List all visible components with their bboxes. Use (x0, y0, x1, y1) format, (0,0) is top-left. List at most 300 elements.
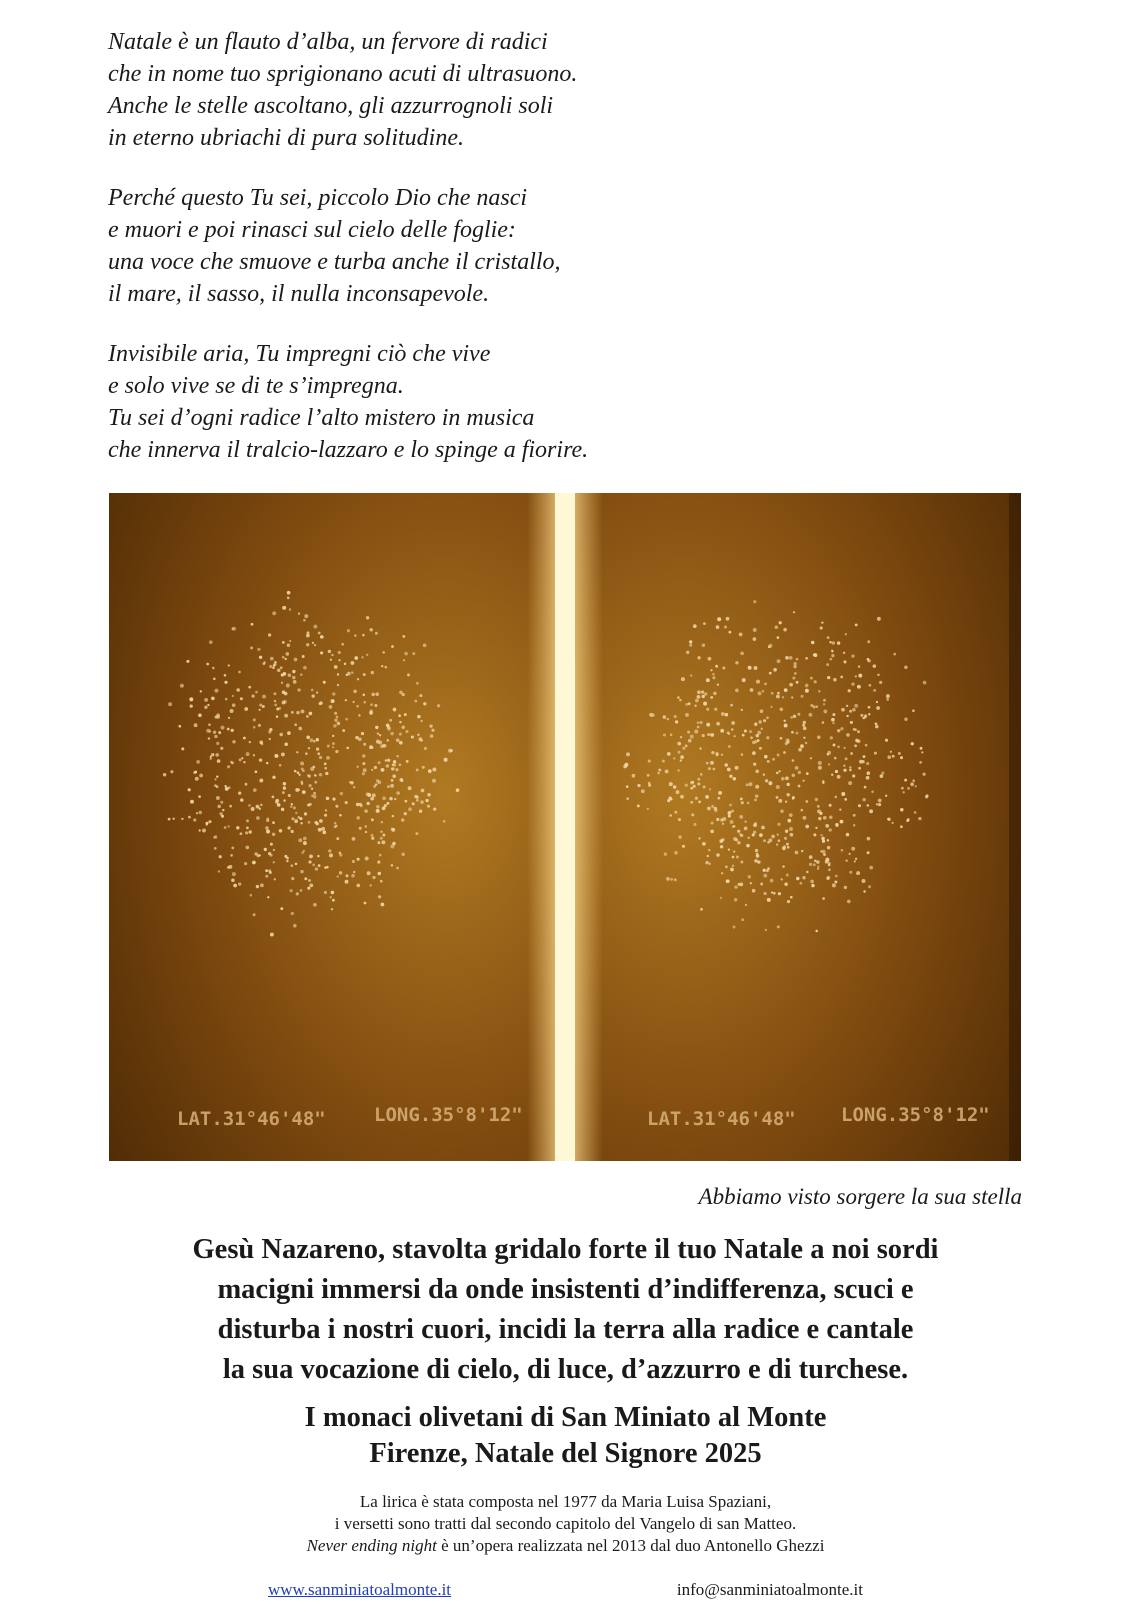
star-dot (246, 819, 249, 822)
star-dot (763, 839, 766, 842)
star-dot (805, 800, 808, 803)
star-dot (189, 697, 193, 701)
star-dot (767, 760, 770, 763)
star-dot (308, 879, 311, 882)
star-dot (885, 795, 887, 797)
star-dot (767, 898, 771, 902)
star-dot (376, 779, 379, 782)
star-dot (730, 820, 734, 824)
star-dot (323, 681, 326, 684)
star-dot (729, 804, 732, 807)
star-dot (356, 803, 359, 806)
star-dot (835, 875, 838, 878)
star-dot (746, 844, 750, 848)
star-dot (259, 758, 263, 762)
star-dot (831, 718, 835, 722)
star-dot (769, 672, 771, 674)
star-dot (302, 790, 306, 794)
star-dot (716, 818, 719, 821)
star-dot (720, 845, 723, 848)
star-dot (334, 822, 336, 824)
star-dot (760, 709, 764, 713)
star-dot (456, 788, 460, 792)
star-dot (681, 677, 685, 681)
star-dot (867, 640, 870, 643)
star-dot (791, 731, 794, 734)
star-dot (850, 721, 853, 724)
star-dot (667, 752, 671, 756)
star-dot (792, 774, 795, 777)
star-dot (700, 908, 703, 911)
star-dot (251, 623, 254, 626)
star-dot (218, 731, 221, 734)
star-dot (867, 771, 871, 775)
star-dot (863, 890, 866, 893)
star-dot (257, 648, 260, 651)
star-dot (680, 795, 684, 799)
star-dot (755, 785, 759, 789)
star-dot (392, 842, 395, 845)
star-dot (829, 804, 832, 807)
star-dot (754, 859, 758, 863)
star-dot (335, 750, 338, 753)
star-dot (232, 695, 234, 697)
star-dot (690, 735, 694, 739)
star-dot (921, 751, 923, 753)
star-dot (217, 805, 220, 808)
star-dot (712, 676, 715, 679)
star-dot (858, 804, 861, 807)
star-dot (832, 713, 835, 716)
star-dot (626, 752, 630, 756)
star-dot (382, 834, 385, 837)
star-dot (221, 726, 225, 730)
star-dot (785, 742, 788, 745)
star-dot (396, 755, 398, 757)
star-dot (698, 837, 700, 839)
star-dot (328, 849, 331, 852)
star-dot (317, 752, 320, 755)
star-dot (773, 668, 777, 672)
star-dot (207, 704, 209, 706)
star-dot (794, 672, 797, 675)
star-dot (309, 884, 313, 888)
star-dot (805, 684, 809, 688)
star-dot (362, 762, 365, 765)
star-dot (915, 785, 917, 787)
star-dot (284, 855, 287, 858)
star-dot (720, 897, 722, 899)
star-dot (886, 698, 889, 701)
star-dot (829, 816, 832, 819)
star-dot (369, 711, 373, 715)
star-dot (789, 656, 793, 660)
star-dot (372, 876, 375, 879)
star-dot (298, 789, 300, 791)
star-dot (353, 690, 356, 693)
star-dot (391, 864, 394, 867)
star-dot (763, 719, 766, 722)
star-dot (823, 709, 827, 713)
star-dot (875, 722, 878, 725)
star-dot (703, 622, 706, 625)
star-dot (742, 734, 745, 737)
star-dot (347, 672, 351, 676)
star-dot (863, 755, 866, 758)
star-dot (697, 726, 700, 729)
star-dot (218, 870, 220, 872)
star-dot (763, 892, 766, 895)
star-dot (306, 735, 310, 739)
star-dot (796, 732, 799, 735)
star-dot (850, 752, 853, 755)
star-dot (375, 726, 378, 729)
star-dot (706, 762, 709, 765)
star-dot (314, 821, 318, 825)
star-dot (280, 907, 283, 910)
star-dot (877, 617, 881, 621)
poem (108, 26, 728, 494)
star-dot (765, 779, 768, 782)
star-dot (199, 829, 201, 831)
star-dot (249, 741, 251, 743)
star-dot (332, 692, 335, 695)
star-dot (398, 714, 401, 717)
star-dot (670, 733, 673, 736)
star-dot (443, 820, 446, 823)
star-dot (230, 709, 234, 713)
star-dot (856, 871, 860, 875)
star-dot (300, 889, 303, 892)
star-dot (923, 681, 927, 685)
star-dot (710, 669, 712, 671)
star-dot (220, 801, 223, 804)
star-dot (707, 855, 709, 857)
star-dot (215, 753, 219, 757)
star-dot (276, 715, 278, 717)
star-dot (389, 797, 393, 801)
star-dot (416, 799, 419, 802)
contact-links (268, 1579, 863, 1601)
star-dot (332, 700, 335, 703)
star-dot (754, 799, 757, 802)
star-dot (875, 725, 879, 729)
star-dot (802, 876, 805, 879)
star-dot (663, 715, 667, 719)
star-dot (831, 774, 833, 776)
artwork-title: Never ending night (306, 1536, 437, 1555)
star-dot (868, 706, 871, 709)
star-dot (793, 611, 795, 613)
star-dot (380, 880, 383, 883)
star-dot (832, 641, 836, 645)
star-dot (279, 764, 282, 767)
star-dot (730, 868, 734, 872)
star-dot (344, 663, 346, 665)
star-dot (763, 874, 767, 878)
star-dot (806, 871, 809, 874)
star-dot (809, 855, 813, 859)
star-dot (256, 805, 260, 809)
star-dot (366, 616, 369, 619)
light-slit (555, 493, 575, 1161)
star-dot (864, 714, 867, 717)
star-dot (678, 818, 681, 821)
star-dot (867, 837, 871, 841)
star-dot (224, 826, 227, 829)
star-dot (918, 817, 921, 820)
star-dot (798, 748, 802, 752)
star-dot (876, 706, 880, 710)
star-dot (855, 739, 858, 742)
star-dot (701, 690, 704, 693)
star-dot (699, 747, 701, 749)
star-dot (855, 675, 857, 677)
star-dot (718, 791, 722, 795)
star-dot (367, 793, 371, 797)
photo-caption: Abbiamo visto sorgere la sua stella (698, 1184, 1022, 1209)
star-dot (273, 849, 275, 851)
star-dot (334, 665, 338, 669)
star-dot (784, 837, 787, 840)
star-dot (292, 676, 295, 679)
star-dot (734, 735, 736, 737)
star-dot (733, 850, 735, 852)
star-dot (710, 761, 714, 765)
star-dot (350, 661, 354, 665)
star-dot (757, 860, 760, 863)
star-dot (738, 883, 741, 886)
star-dot (689, 640, 692, 643)
star-dot (313, 903, 317, 907)
star-dot (673, 757, 675, 759)
star-dot (281, 808, 284, 811)
star-dot (415, 832, 418, 835)
star-dot (450, 749, 453, 752)
star-dot (200, 690, 202, 692)
star-dot (325, 809, 327, 811)
star-dot (282, 791, 285, 794)
star-dot (825, 824, 829, 828)
star-dot (231, 628, 233, 630)
star-dot (705, 795, 709, 799)
star-dot (845, 633, 847, 635)
star-dot (381, 821, 383, 823)
star-dot (793, 715, 796, 718)
star-dot (717, 684, 719, 686)
star-dot (260, 804, 263, 807)
star-dot (251, 807, 255, 811)
star-dot (273, 861, 275, 863)
star-dot (810, 704, 813, 707)
star-dot (758, 691, 762, 695)
star-dot (811, 884, 814, 887)
star-dot (427, 793, 431, 797)
star-dot (238, 791, 241, 794)
star-dot (282, 690, 286, 694)
star-dot (371, 769, 373, 771)
star-dot (408, 786, 412, 790)
star-dot (876, 803, 878, 805)
star-dot (829, 658, 832, 661)
star-dot (294, 658, 298, 662)
star-dot (335, 825, 337, 827)
star-dot (823, 816, 827, 820)
star-dot (407, 673, 410, 676)
star-dot (236, 826, 239, 829)
star-dot (193, 818, 196, 821)
star-dot (730, 704, 733, 707)
star-dot (793, 662, 796, 665)
artwork-image (109, 493, 1021, 1161)
star-dot (789, 827, 793, 831)
star-dot (854, 704, 858, 708)
star-dot (841, 708, 845, 712)
star-dot (843, 769, 846, 772)
star-dot (376, 805, 379, 808)
star-dot (261, 743, 264, 746)
star-dot (740, 861, 743, 864)
star-dot (238, 882, 241, 885)
star-dot (304, 812, 307, 815)
star-dot (258, 709, 260, 711)
star-dot (283, 786, 286, 789)
star-dot (675, 720, 678, 723)
star-dot (273, 663, 276, 666)
star-dot (744, 729, 747, 732)
star-dot (647, 774, 650, 777)
star-dot (259, 656, 262, 659)
star-dot (750, 688, 754, 692)
star-dot (818, 761, 822, 765)
star-dot (396, 867, 399, 870)
star-dot (835, 770, 838, 773)
star-dot (752, 751, 756, 755)
star-dot (354, 634, 357, 637)
prayer-text (60, 1230, 1071, 1390)
star-dot (854, 744, 857, 747)
star-dot (763, 869, 766, 872)
star-dot (728, 811, 732, 815)
star-dot (240, 798, 243, 801)
star-dot (254, 852, 257, 855)
star-dot (245, 783, 248, 786)
star-dot (379, 854, 382, 857)
star-dot (837, 729, 840, 732)
star-dot (437, 704, 440, 707)
star-dot (204, 706, 207, 709)
star-dot (707, 733, 710, 736)
star-dot (789, 813, 793, 817)
star-dot (739, 815, 743, 819)
star-dot (386, 739, 388, 741)
star-dot (195, 777, 199, 781)
star-dot (399, 778, 403, 782)
star-dot (744, 827, 748, 831)
star-dot (753, 763, 756, 766)
star-dot (309, 803, 312, 806)
star-dot (276, 707, 279, 710)
star-dot (704, 692, 707, 695)
star-dot (814, 859, 817, 862)
star-dot (708, 767, 711, 770)
star-dot (685, 713, 689, 717)
star-dot (216, 796, 220, 800)
star-dot (291, 877, 294, 880)
star-dot (756, 734, 760, 738)
star-dot (330, 659, 332, 661)
website-link[interactable]: www.sanminiatoalmonte.it (268, 1580, 452, 1599)
star-dot (728, 814, 731, 817)
star-dot (281, 682, 283, 684)
star-dot (198, 713, 202, 717)
star-dot (802, 780, 804, 782)
star-dot (357, 766, 359, 768)
star-dot (309, 712, 313, 716)
star-dot (762, 690, 765, 693)
star-dot (878, 799, 882, 803)
star-dot (817, 735, 820, 738)
star-dot (706, 723, 710, 727)
star-dot (209, 640, 213, 644)
star-dot (282, 641, 285, 644)
star-dot (685, 784, 688, 787)
star-dot (291, 830, 294, 833)
star-dot (664, 852, 667, 855)
star-dot (412, 652, 415, 655)
star-dot (702, 842, 706, 846)
star-dot (840, 820, 844, 824)
star-dot (220, 747, 223, 750)
star-dot (844, 886, 847, 889)
star-dot (785, 800, 787, 802)
star-dot (826, 663, 829, 666)
star-dot (332, 742, 335, 745)
star-dot (801, 850, 803, 852)
star-dot (227, 765, 230, 768)
star-dot (259, 704, 262, 707)
star-dot (827, 751, 831, 755)
star-dot (827, 839, 830, 842)
star-dot (857, 730, 860, 733)
star-dot (735, 661, 738, 664)
star-dot (707, 807, 711, 811)
star-dot (777, 692, 780, 695)
star-dot (846, 705, 848, 707)
star-dot (356, 884, 360, 888)
star-dot (851, 682, 854, 685)
star-dot (387, 759, 390, 762)
star-dot (403, 659, 405, 661)
star-dot (304, 614, 308, 618)
star-dot (677, 742, 681, 746)
star-dot (867, 658, 870, 661)
star-dot (717, 797, 720, 800)
star-dot (854, 860, 856, 862)
star-dot (260, 883, 264, 887)
star-dot (846, 733, 850, 737)
star-dot (726, 617, 730, 621)
star-dot (312, 642, 314, 644)
star-dot (216, 776, 218, 778)
star-dot (224, 681, 227, 684)
star-dot (648, 782, 651, 785)
star-dot (798, 785, 801, 788)
star-dot (298, 612, 300, 614)
star-dot (337, 684, 339, 686)
star-dot (291, 711, 294, 714)
star-dot (778, 839, 781, 842)
